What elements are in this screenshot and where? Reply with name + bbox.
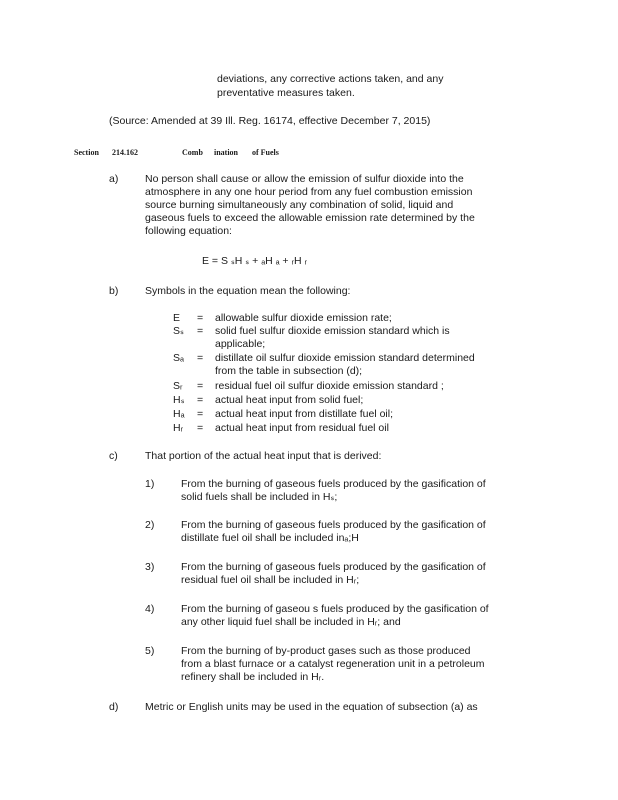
item-3-line-2: residual fuel oil shall be included in Hᵣ;: [181, 574, 360, 586]
symbol-sr-equals: =: [197, 380, 204, 392]
symbol-hs: Hₛ: [173, 394, 185, 406]
para-c-intro: That portion of the actual heat input that is derived:: [145, 450, 382, 462]
section-title-part-3: of Fuels: [252, 148, 279, 157]
item-1-line-2: solid fuels shall be included in Hₛ;: [181, 491, 338, 503]
section-title-part-2: ination: [214, 148, 239, 157]
symbol-sr-def: residual fuel oil sulfur dioxide emission standard ;: [215, 380, 444, 392]
symbol-hs-equals: =: [197, 394, 204, 406]
para-c-marker: c): [109, 450, 118, 462]
item-5-line-2: from a blast furnace or a catalyst regeneration unit in a petroleum: [181, 658, 485, 670]
symbol-sd-def: distillate oil sulfur dioxide emission standard determined: [215, 352, 475, 364]
para-b-marker: b): [109, 285, 119, 297]
symbol-sr: Sᵣ: [173, 380, 183, 392]
symbol-hr-def: actual heat input from residual fuel oil: [215, 422, 389, 434]
para-a-line-1: No person shall cause or allow the emission of sulfur dioxide into the: [145, 173, 464, 185]
symbol-ss: Sₛ: [173, 325, 184, 337]
symbol-e-equals: =: [197, 312, 204, 324]
continuation-line-2: preventative measures taken.: [217, 87, 355, 99]
item-2-line-1: From the burning of gaseous fuels produced by the gasification of: [181, 519, 486, 531]
para-a-line-5: following equation:: [145, 225, 232, 237]
item-2-number: 2): [145, 519, 155, 531]
symbol-sd-def-cont: from the table in subsection (d);: [215, 365, 363, 377]
symbol-hd-def: actual heat input from distillate fuel oil;: [215, 408, 394, 420]
symbol-e: E: [173, 312, 181, 324]
item-3-number: 3): [145, 561, 155, 573]
para-a-line-3: source burning simultaneously any combination of solid, liquid and: [145, 199, 454, 211]
symbol-hr-equals: =: [197, 422, 204, 434]
item-3-line-1: From the burning of gaseous fuels produced by the gasification of: [181, 561, 486, 573]
symbol-hd: Hₐ: [173, 408, 185, 420]
continuation-line-1: deviations, any corrective actions taken, and any: [217, 73, 444, 85]
symbol-ss-def: solid fuel sulfur dioxide emission standard which is: [215, 325, 450, 337]
symbol-ss-equals: =: [197, 325, 204, 337]
emission-equation: E = S ₛH ₛ + ₐH ₐ + ᵣH ᵣ: [202, 255, 308, 267]
symbol-sd-equals: =: [197, 352, 204, 364]
item-4-line-1: From the burning of gaseou s fuels produced by the gasification of: [181, 603, 489, 615]
para-a-line-4: gaseous fuels to exceed the allowable emission rate determined by the: [145, 212, 475, 224]
item-1-number: 1): [145, 478, 155, 490]
symbol-hd-equals: =: [197, 408, 204, 420]
symbol-hs-def: actual heat input from solid fuel;: [215, 394, 364, 406]
para-d-line-1: Metric or English units may be used in the equation of subsection (a) as: [145, 701, 478, 713]
section-title-part-1: Comb: [182, 148, 203, 157]
source-note: (Source: Amended at 39 Ill. Reg. 16174, effective December 7, 2015): [109, 115, 431, 127]
item-5-line-3: refinery shall be included in Hᵣ.: [181, 671, 325, 683]
symbol-sd: Sₐ: [173, 352, 184, 364]
symbol-e-def: allowable sulfur dioxide emission rate;: [215, 312, 392, 324]
item-1-line-1: From the burning of gaseous fuels produced by the gasification of: [181, 478, 486, 490]
para-d-marker: d): [109, 701, 119, 713]
item-5-line-1: From the burning of by-product gases such as those produced: [181, 645, 471, 657]
item-5-number: 5): [145, 645, 155, 657]
para-b-intro: Symbols in the equation mean the following:: [145, 285, 351, 297]
symbol-hr: Hᵣ: [173, 422, 184, 434]
para-a-marker: a): [109, 173, 119, 185]
section-number: 214.162: [112, 148, 138, 157]
symbol-ss-def-cont: applicable;: [215, 338, 266, 350]
section-label: Section: [74, 148, 99, 157]
para-a-line-2: atmosphere in any one hour period from any fuel combustion emission: [145, 186, 473, 198]
item-2-line-2: distillate fuel oil shall be included inₐ;H: [181, 532, 359, 544]
item-4-number: 4): [145, 603, 155, 615]
item-4-line-2: any other liquid fuel shall be included in Hᵣ; and: [181, 616, 401, 628]
